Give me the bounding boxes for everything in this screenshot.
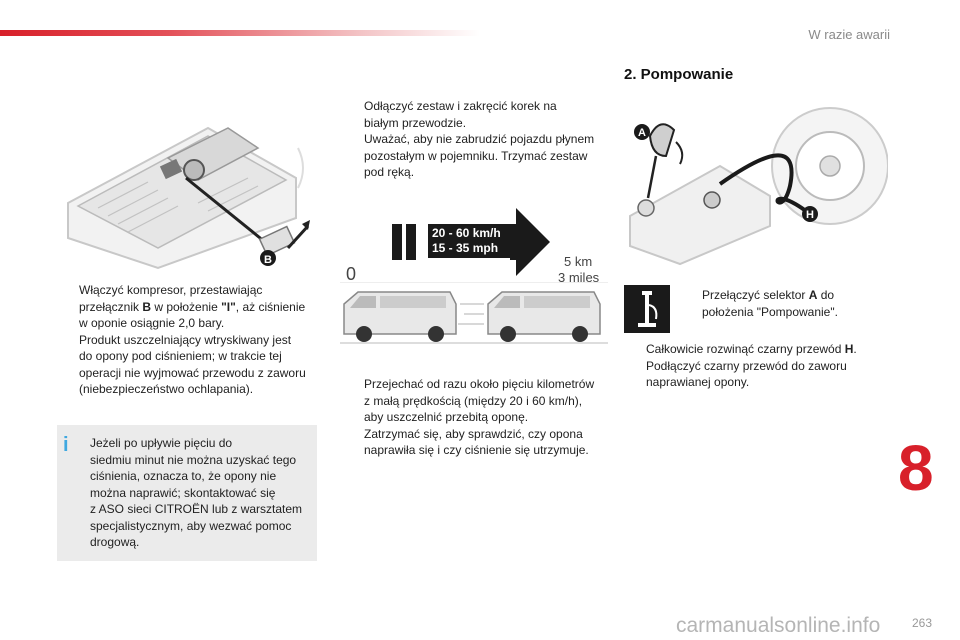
van-2 [458, 292, 600, 342]
compressor-illustration [58, 108, 320, 274]
middle-bullets-2-3: Przejechać od razu około pięciu kilometrów z małą prędkością (między 20 i 60 km/h), aby uszczelnić przebitą oponę. Zatrzymać się, aby sprawdzić, czy opona naprawiła się i czy ciśnienie się utrzymuje. [364, 377, 595, 457]
section-title: W razie awarii [808, 27, 890, 42]
left-bullet-1: Włączyć kompresor, przestawiając przełącznik B w położenie "I", aż ciśnienie w oponie osiągnie 2,0 bary. Produkt uszczelniający wtryskiwany jest do opony pod ciśnieniem; w trakcie tej operacji nie wyjmować przewodu z zaworu (niebezpieczeństwo ochlapania). [57, 282, 319, 398]
inflation-illustration [620, 96, 888, 266]
right-bullet-1: Przełączyć selektor A do położenia "Pompowanie". [702, 288, 838, 319]
speed-kmh: 20 - 60 km/h [432, 226, 501, 240]
middle-bullet-1: Odłączyć zestaw i zakręcić korek na białym przewodzie. Uważać, aby nie zabrudzić pojazdu płynem pozostałym w pojemniku. Trzymać zestaw pod ręką. [364, 99, 595, 179]
label-h: H [806, 209, 814, 221]
pump-icon [624, 285, 670, 333]
distance-km: 5 km [564, 254, 593, 269]
distance-miles: 3 miles [558, 270, 600, 285]
bullet-mark [57, 282, 79, 398]
right-bullets-2-3: Całkowicie rozwinąć czarny przewód H. Podłączyć czarny przewód do zaworu naprawianej opony. [646, 342, 857, 389]
header-accent-bar [0, 30, 480, 36]
chapter-number: 8 [898, 432, 934, 504]
info-text: Jeżeli po upływie pięciu do siedmiu minut nie można uzyskać tego ciśnienia, oznacza to, że opony nie można naprawić; skontaktować się z ASO sieci CITROËN lub z warsztatem specjalistycznym, aby wezwać pomoc drogową. [90, 436, 303, 549]
speed-plate [428, 224, 510, 258]
watermark: carmanualsonline.info [676, 614, 881, 637]
speed-mph: 15 - 35 mph [432, 241, 499, 255]
label-a: A [638, 127, 646, 139]
van-1 [344, 292, 456, 342]
info-icon: i [63, 434, 69, 456]
page-number: 263 [912, 616, 933, 630]
info-box [57, 425, 317, 561]
label-b: B [264, 254, 272, 266]
distance-start: 0 [346, 264, 357, 284]
section-heading: 2. Pompowanie [624, 66, 734, 83]
